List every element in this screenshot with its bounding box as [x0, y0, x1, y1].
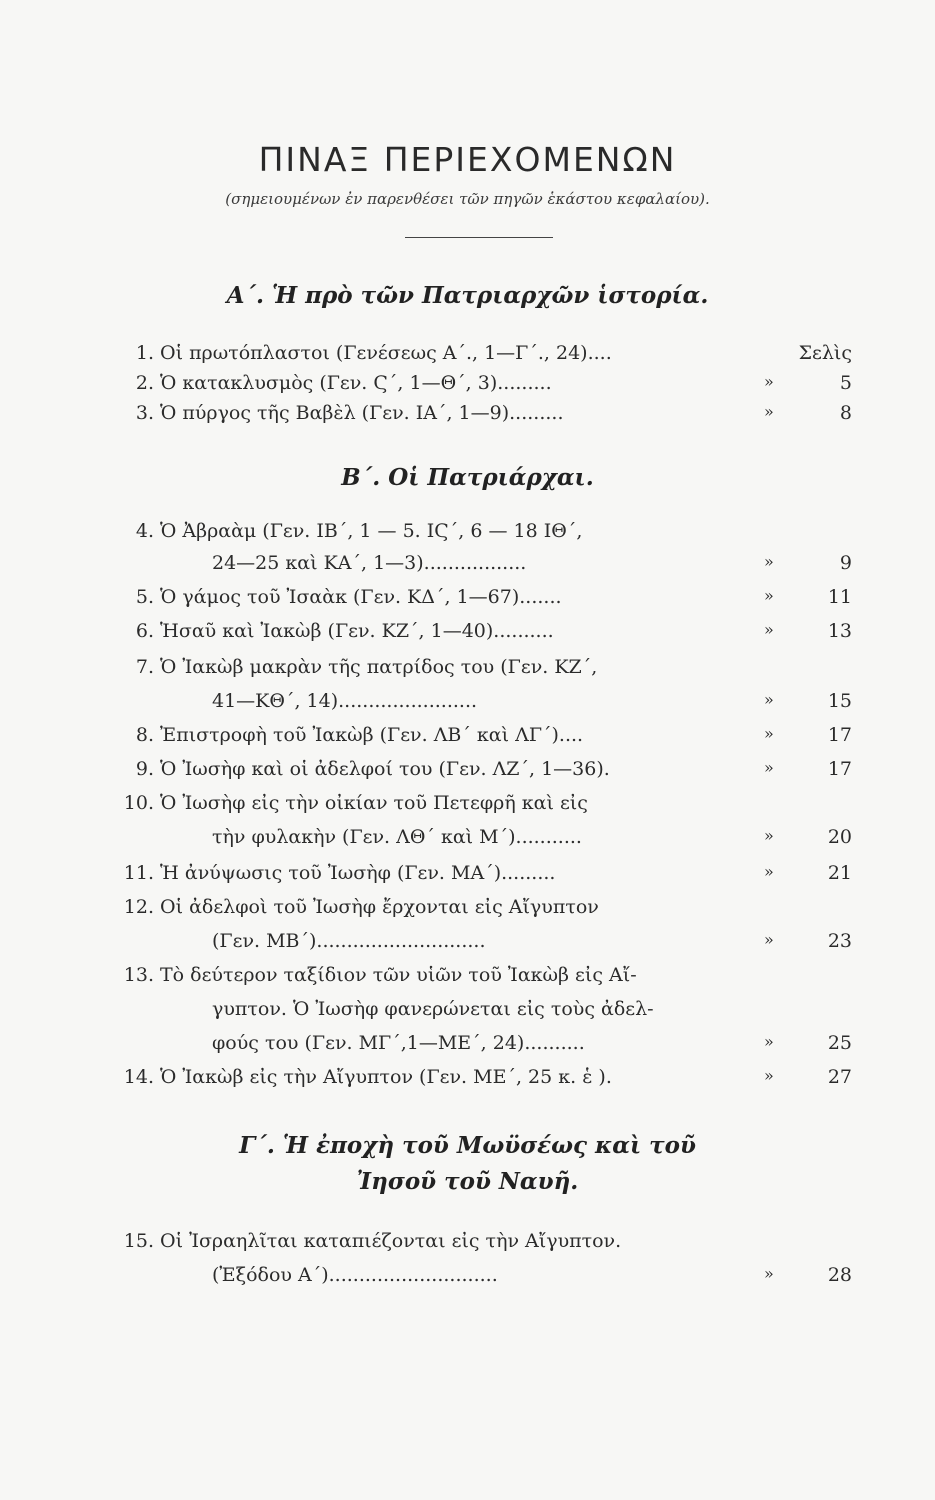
page-number: 17 — [827, 724, 852, 746]
section-heading-continuation: Ἰησοῦ τοῦ Ναυῆ. — [356, 1168, 579, 1195]
page-title: ΠΙΝΑΞ ΠΕΡΙΕΧΟΜΕΝΩΝ — [258, 140, 677, 179]
title-divider — [405, 237, 553, 238]
page-number: 8 — [839, 402, 852, 424]
toc-page: ΠΙΝΑΞ ΠΕΡΙΕΧΟΜΕΝΩΝ (σημειουμένων ἐν παρενθέσει τῶν πηγῶν ἑκάστου κεφαλαίου). Α΄. Ἡ πρὸ τῶν Πατριαρχῶν ἱστορία. 1. Οἱ πρωτόπλαστοι (Γενέσεως Α΄., 1—Γ΄., 24).... Σελὶς 2. Ὁ κατακλυσμὸς (Γεν. Ϛ΄, 1—Θ΄, 3)......... » 5 3. Ὁ πύργος τῆς Βαβὲλ (Γεν. ΙΑ΄, 1—9)......... » 8 Β΄. Οἱ Πατριάρχαι. 4. Ὁ Ἀβραὰμ (Γεν. ΙΒ΄, 1 — 5. ΙϚ΄, 6 — 18 ΙΘ΄, 24—25 καὶ ΚΑ΄, 1—3)................. » 9 5. Ὁ γάμος τοῦ Ἰσαὰκ (Γεν. ΚΔ΄, 1—67)....... » 11 6. Ἡσαῦ καὶ Ἰακὼβ (Γεν. ΚΖ΄, 1—40).......... » 13 7. Ὁ Ἰακὼβ μακρὰν τῆς πατρίδος του (Γεν. ΚΖ΄, 41—ΚΘ΄, 14)....................... » 15 8. Ἐπιστροφὴ τοῦ Ἰακὼβ (Γεν. ΛΒ΄ καὶ ΛΓ΄).... » 17 9. Ὁ Ἰωσὴφ καὶ οἱ ἀδελφοί του (Γεν. ΛΖ΄, 1—36). » 17 10. Ὁ Ἰωσὴφ εἰς τὴν οἰκίαν τοῦ Πετεφρῆ καὶ εἰς τὴν φυλακὴν (Γεν. ΛΘ΄ καὶ Μ΄)........... » 20 11. Ἡ ἀνύψωσις τοῦ Ἰωσὴφ (Γεν. ΜΑ΄)......... » 21 12. Οἱ ἀδελφοὶ τοῦ Ἰωσὴφ ἔρχονται εἰς Αἴγυπτον (Γεν. ΜΒ΄)............................ » 23 13. Τὸ δεύτερον ταξίδιον τῶν υἱῶν τοῦ Ἰακὼβ εἰς Αἴ- γυπτον. Ὁ Ἰωσὴφ φανερώνεται εἰς τοὺς ἀδελ- φούς του (Γεν. ΜΓ΄,1—ΜΕ΄, 24).......... » 25 14. Ὁ Ἰακὼβ εἰς τὴν Αἴγυπτον (Γεν. ΜΕ΄, 25 κ. ἑ ). » 27 Γ΄. Ἡ ἐποχὴ τοῦ Μωϋσέως καὶ τοῦ Ἰησοῦ τοῦ Ναυῆ. 15. Οἱ Ἰσραηλῖται καταπιέζονται εἰς τὴν Αἴγυπτον. (Ἐξόδου Α΄)............................ » 28 — [0, 0, 935, 1500]
page-number: 20 — [827, 826, 852, 848]
page-number: 25 — [827, 1032, 852, 1054]
page-number: 17 — [827, 758, 852, 780]
section-heading: Γ΄. Ἡ ἐποχὴ τοῦ Μωϋσέως καὶ τοῦ — [239, 1132, 696, 1159]
page-number: 15 — [827, 690, 852, 712]
page-number: 5 — [839, 372, 852, 394]
page-number: 28 — [827, 1264, 852, 1286]
section-heading: Α΄. Ἡ πρὸ τῶν Πατριαρχῶν ἱστορία. — [226, 282, 709, 309]
page-number: 9 — [839, 552, 852, 574]
page-number: 21 — [827, 862, 852, 884]
page-number: 27 — [827, 1066, 852, 1088]
page-number: 13 — [827, 620, 852, 642]
page-number: 23 — [827, 930, 852, 952]
section-heading: Β΄. Οἱ Πατριάρχαι. — [341, 464, 594, 491]
page-label: Σελὶς — [798, 342, 852, 364]
page-number: 11 — [827, 586, 852, 608]
page-subtitle: (σημειουμένων ἐν παρενθέσει τῶν πηγῶν ἑκάστου κεφαλαίου). — [225, 190, 710, 208]
